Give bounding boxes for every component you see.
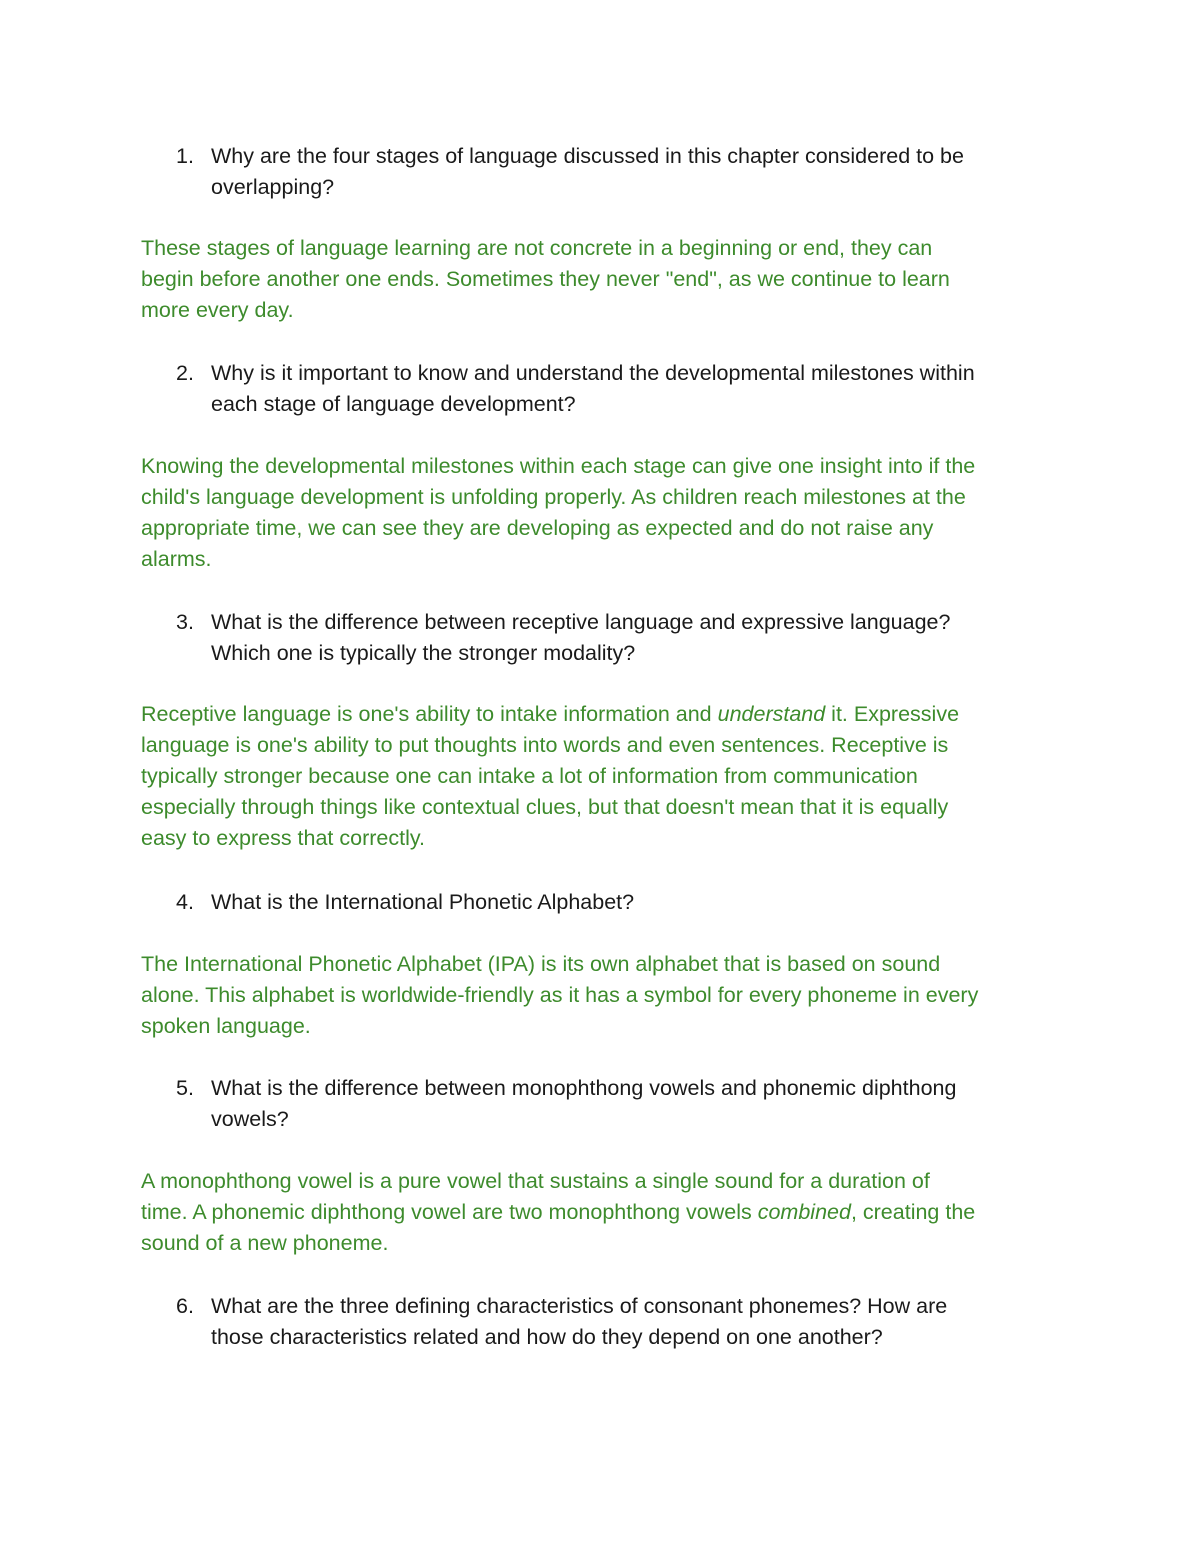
question-text [211,358,1071,420]
answer-line: spoken language. [141,1014,311,1038]
answer-2 [141,451,1071,575]
answer-line: child's language development is unfolding properly. As children reach milestones at the [141,485,966,509]
question-number: 5. [176,1076,194,1100]
question-number: 4. [176,890,194,914]
answer-line: Knowing the developmental milestones within each stage can give one insight into if the [141,454,976,478]
answer-line [141,699,1071,730]
question-number: 2. [176,361,194,385]
answer-line: typically stronger because one can intake a lot of information from communication [141,764,918,788]
answer-line: The International Phonetic Alphabet (IPA) is its own alphabet that is based on sound [141,952,941,976]
answer-line: more every day. [141,298,294,322]
question-line: Why is it important to know and understand the developmental milestones within [211,361,975,385]
answer-line: easy to express that correctly. [141,826,425,850]
answer-line [141,1197,1071,1228]
answer-line: begin before another one ends. Sometimes they never "end", as we continue to learn [141,267,950,291]
question-line: vowels? [211,1107,289,1131]
answer-line: language is one's ability to put thoughts into words and even sentences. Receptive is [141,733,949,757]
emphasized-text: understand [717,702,826,726]
question-number: 3. [176,610,194,634]
answer-line: These stages of language learning are not concrete in a beginning or end, they can [141,236,933,260]
question-text [211,1073,1071,1135]
answer-text: it. Expressive [825,702,960,726]
question-line: Which one is typically the stronger modality? [211,641,636,665]
answer-text: , creating the [850,1200,976,1224]
question-line: those characteristics related and how do they depend on one another? [211,1325,883,1349]
answer-1 [141,233,1071,326]
answer-line: sound of a new phoneme. [141,1231,389,1255]
answer-4 [141,949,1071,1042]
question-number: 1. [176,144,194,168]
question-line: What are the three defining characteristics of consonant phonemes? How are [211,1294,948,1318]
answer-line: alarms. [141,547,212,571]
answer-5 [141,1166,1071,1259]
question-line: each stage of language development? [211,392,576,416]
answer-3 [141,699,1071,854]
question-text [211,887,1071,918]
question-line: What is the difference between monophthong vowels and phonemic diphthong [211,1076,957,1100]
question-line: What is the International Phonetic Alphabet? [211,890,635,914]
answer-text: Receptive language is one's ability to intake information and [141,702,718,726]
question-line: What is the difference between receptive language and expressive language? [211,610,951,634]
answer-line: alone. This alphabet is worldwide-friendly as it has a symbol for every phoneme in every [141,983,979,1007]
question-line: Why are the four stages of language discussed in this chapter considered to be [211,144,964,168]
emphasized-text: combined [757,1200,851,1224]
question-line: overlapping? [211,175,335,199]
answer-line: A monophthong vowel is a pure vowel that sustains a single sound for a duration of [141,1169,930,1193]
question-text [211,141,1071,203]
answer-line: especially through things like contextual clues, but that doesn't mean that it is equally [141,795,949,819]
answer-line: appropriate time, we can see they are developing as expected and do not raise any [141,516,934,540]
answer-text: time. A phonemic diphthong vowel are two monophthong vowels [141,1200,758,1224]
question-text [211,1291,1071,1353]
question-text [211,607,1071,669]
question-number: 6. [176,1294,194,1318]
